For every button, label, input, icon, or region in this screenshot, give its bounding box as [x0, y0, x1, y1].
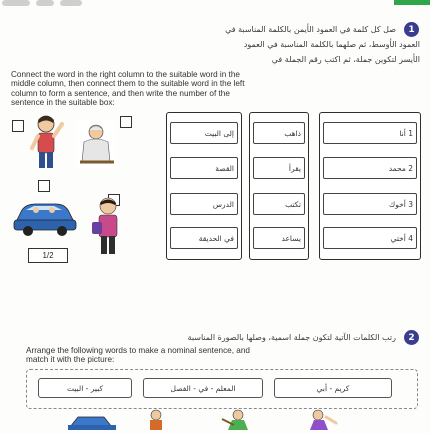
left-word-cell[interactable]: القصة	[170, 157, 238, 179]
middle-word-cell[interactable]: تكتب	[253, 193, 305, 215]
instruction-ar-line2: العمود الأوسط، ثم صلهما بالكلمة المناسبة في العمود	[243, 40, 420, 49]
instruction-en: Connect the word in the right column to the suitable word in the middle column, then connect them to the suitable word in the left column to form a sentence, and then write the number of the sentence in the suitable box:	[11, 70, 245, 108]
instruction-ar-line1: صل كل كلمة في العمود الأيمن بالكلمة المناسبة في	[225, 25, 396, 34]
boy-with-bag-picture	[88, 196, 128, 258]
exercise2-instruction-en: Arrange the following words to make a nominal sentence, and match it with the picture:	[26, 346, 250, 365]
right-word-column	[319, 112, 421, 260]
phrase-box[interactable]: المعلم - في - الفصل	[143, 378, 263, 398]
family-car-picture	[12, 192, 78, 238]
right-word-cell[interactable]: 3 أخوك	[323, 193, 417, 215]
middle-word-cell[interactable]: يقرأ	[253, 157, 305, 179]
boy-waving-picture	[26, 114, 66, 172]
answer-box[interactable]	[120, 116, 132, 128]
boy-picture	[150, 410, 162, 430]
right-word-cell[interactable]: 1 أنا	[323, 122, 417, 144]
instruction-ar-line3: الأيسر لتكوين جملة، ثم اكتب رقم الجملة في	[271, 55, 420, 64]
exercise2-instruction-ar: رتب الكلمات الآتية لتكون جملة اسمية، وصلها بالصورة المناسبة	[187, 333, 396, 342]
left-word-cell[interactable]: إلى البيت	[170, 122, 238, 144]
top-decoration	[0, 0, 430, 14]
middle-word-cell[interactable]: ذاهب	[253, 122, 305, 144]
right-word-cell[interactable]: 4 أختي	[323, 227, 417, 249]
answer-number-box[interactable]: 1/2	[28, 248, 68, 263]
bottom-illustrations	[0, 409, 430, 430]
family-picture	[310, 410, 336, 430]
middle-word-column	[249, 112, 309, 260]
green-corner-bar	[394, 0, 430, 5]
phrase-box[interactable]: كريم - أبي	[274, 378, 392, 398]
answer-box[interactable]	[12, 120, 24, 132]
pictures-area	[10, 112, 155, 262]
middle-word-cell[interactable]: يساعد	[253, 227, 305, 249]
left-word-cell[interactable]: الدرس	[170, 193, 238, 215]
phrase-box[interactable]: كبير - البيت	[38, 378, 132, 398]
left-word-cell[interactable]: في الحديقة	[170, 227, 238, 249]
exercise-number-badge: 1	[404, 22, 419, 37]
left-word-column	[166, 112, 242, 260]
answer-box[interactable]	[38, 180, 50, 192]
right-word-cell[interactable]: 2 محمد	[323, 157, 417, 179]
child-kneeling-picture	[74, 118, 118, 170]
car-picture	[68, 417, 116, 430]
teacher-picture	[222, 410, 248, 430]
exercise-number-badge: 2	[404, 330, 419, 345]
bottom-pictures-strip	[0, 409, 430, 430]
